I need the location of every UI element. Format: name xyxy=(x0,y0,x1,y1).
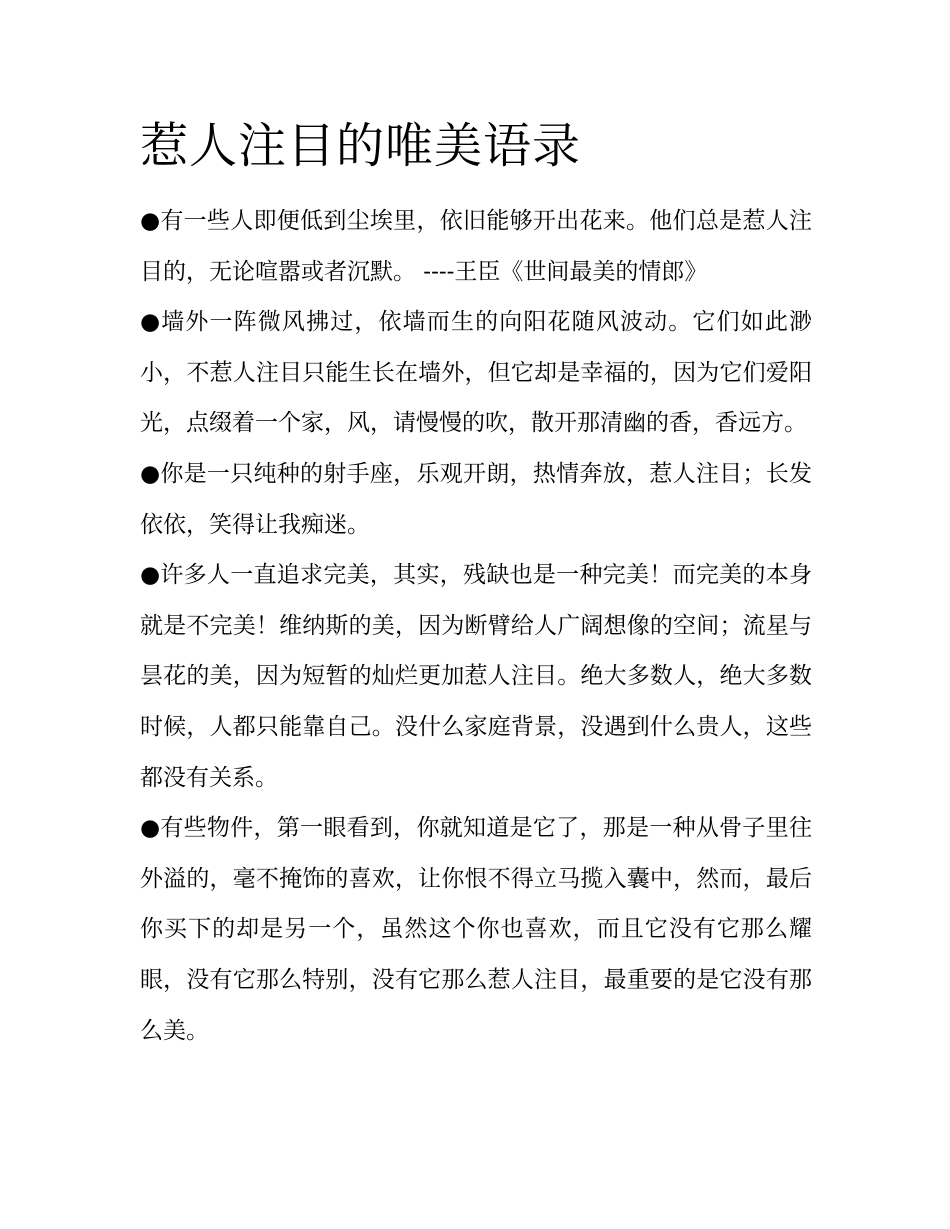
paragraph-4: ●许多人一直追求完美，其实，残缺也是一种完美！而完美的本身就是不完美！维纳斯的美，因为断臂给人广阔想像的空间；流星与昙花的美，因为短暂的灿烂更加惹人注目。绝大多数人，绝大多数时候，人都只能靠自己。没什么家庭背景，没遇到什么贵人，这些都没有关系。 xyxy=(140,562,812,791)
paragraph-5: ●有些物件，第一眼看到，你就知道是它了，那是一种从骨子里往外溢的，毫不掩饰的喜欢，让你恨不得立马揽入囊中，然而，最后你买下的却是另一个，虽然这个你也喜欢，而且它没有它那么耀眼，没有它那么特别，没有它那么惹人注目，最重要的是它没有那么美。 xyxy=(140,815,812,1044)
document-title: 惹人注目的唯美语录 xyxy=(140,118,582,174)
paragraph-2: ●墙外一阵微风拂过，依墙而生的向阳花随风波动。它们如此渺小，不惹人注目只能生长在墙外，但它却是幸福的，因为它们爱阳光，点缀着一个家，风，请慢慢的吹，散开那清幽的香，香远方。 xyxy=(140,309,812,437)
document-page xyxy=(140,112,812,1056)
paragraph-3: ●你是一只纯种的射手座，乐观开朗，热情奔放，惹人注目；长发依依，笑得让我痴迷。 xyxy=(140,460,812,538)
paragraph-1: ●有一些人即便低到尘埃里，依旧能够开出花来。他们总是惹人注目的，无论喧嚣或者沉默。 ----王臣《世间最美的情郎》 xyxy=(140,208,812,285)
